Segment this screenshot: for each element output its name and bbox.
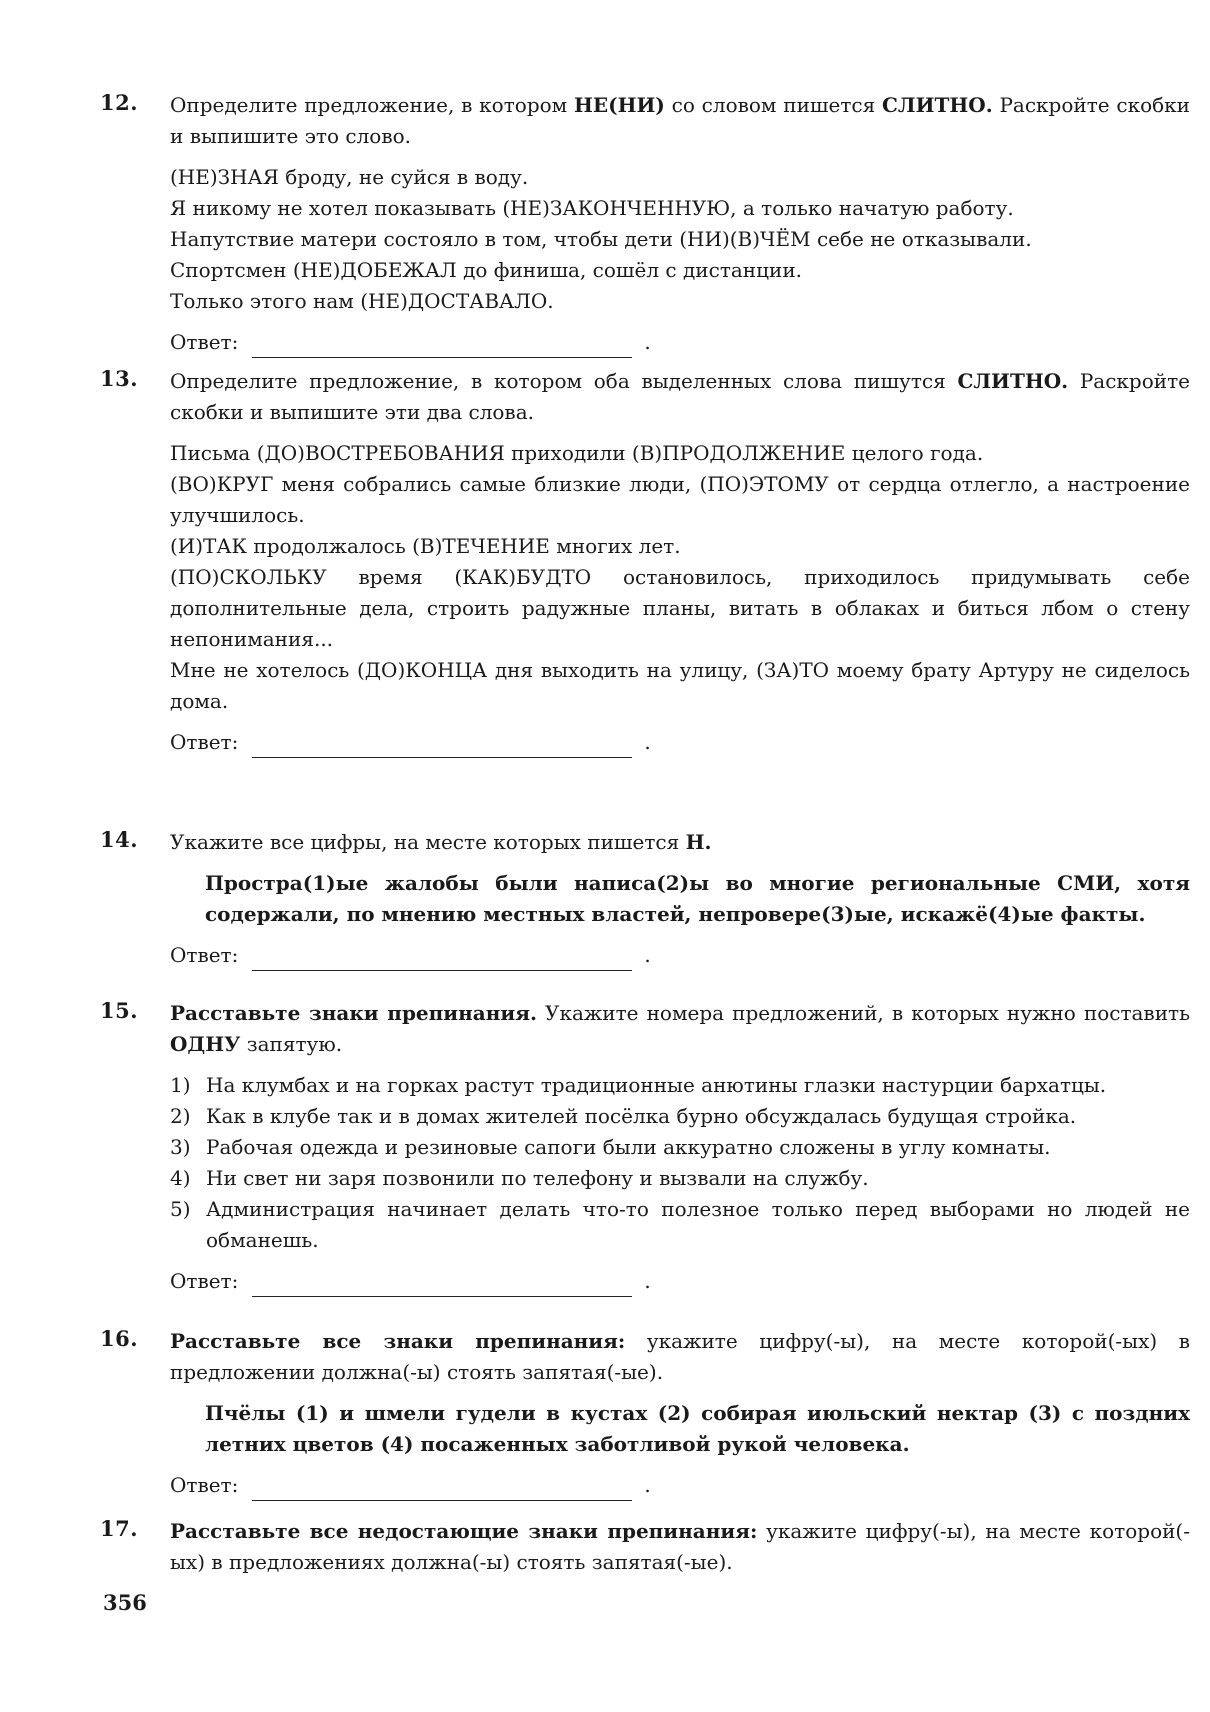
answer-label: Ответ: <box>170 330 239 354</box>
task-number: 16. <box>100 1326 139 1351</box>
option: 5) Администрация начинает делать что-то полезное только перед выборами но людей не обманешь. <box>170 1197 1190 1252</box>
task-question: Определите предложение, в котором оба выделенных слова пишутся СЛИТНО. Раскройте скобки и выпишите эти два слова. <box>170 369 1190 424</box>
task-17 <box>100 1516 1190 1578</box>
answer-field[interactable]: Ответ: . <box>170 327 1190 358</box>
task-question: Расставьте все знаки препинания: укажите цифру(-ы), на месте которой(-ых) в предложении должна(-ы) стоять запятая(-ые). <box>170 1329 1190 1384</box>
task-13 <box>100 366 1190 758</box>
task-14 <box>100 827 1190 971</box>
task-text: Пчёлы (1) и шмели гудели в кустах (2) собирая июльский нектар (3) с поздних летних цветов (4) посаженных заботливой рукой человека. <box>205 1401 1190 1456</box>
answer-line[interactable] <box>252 735 632 758</box>
sentence: Письма (ДО)ВОСТРЕБОВАНИЯ приходили (В)ПРОДОЛЖЕНИЕ целого года. <box>170 441 984 465</box>
answer-line[interactable] <box>252 948 632 971</box>
answer-label: Ответ: <box>170 1473 239 1497</box>
answer-field[interactable]: Ответ: . <box>170 727 1190 758</box>
task-15 <box>100 998 1190 1297</box>
task-question: Расставьте все недостающие знаки препинания: укажите цифру(-ы), на месте которой(-ых) в предложениях должна(-ы) стоять запятая(-ые). <box>170 1519 1190 1574</box>
task-question: Определите предложение, в котором НЕ(НИ) со словом пишется СЛИТНО. Раскройте скобки и выпишите это слово. <box>170 93 1190 148</box>
page-number: 356 <box>103 1590 147 1615</box>
task-12 <box>100 90 1190 358</box>
task-number: 13. <box>100 366 139 391</box>
answer-label: Ответ: <box>170 730 239 754</box>
sentence: Я никому не хотел показывать (НЕ)ЗАКОНЧЕННУЮ, а только начатую работу. <box>170 196 1014 220</box>
sentence: (НЕ)ЗНАЯ броду, не суйся в воду. <box>170 165 529 189</box>
sentence: Спортсмен (НЕ)ДОБЕЖАЛ до финиша, сошёл с дистанции. <box>170 258 803 282</box>
answer-label: Ответ: <box>170 943 239 967</box>
option: 3) Рабочая одежда и резиновые сапоги были аккуратно сложены в углу комнаты. <box>170 1135 1051 1159</box>
answer-field[interactable]: Ответ: . <box>170 1470 1190 1501</box>
task-question: Укажите все цифры, на месте которых пишется Н. <box>170 830 712 854</box>
sentence: (ПО)СКОЛЬКУ время (КАК)БУДТО остановилось, приходилось придумывать себе дополнительные дела, строить радужные планы, витать в облаках и биться лбом о стену непонимания... <box>170 565 1190 651</box>
answer-line[interactable] <box>252 1274 632 1297</box>
option: 2) Как в клубе так и в домах жителей посёлка бурно обсуждалась будущая стройка. <box>170 1104 1077 1128</box>
sentence: Напутствие матери состояло в том, чтобы дети (НИ)(В)ЧЁМ себе не отказывали. <box>170 227 1032 251</box>
task-text: Простра(1)ые жалобы были написа(2)ы во многие региональные СМИ, хотя содержали, по мнению местных властей, непровере(3)ые, искажё(4)ые факты. <box>205 871 1190 926</box>
sentence: Только этого нам (НЕ)ДОСТАВАЛО. <box>170 289 554 313</box>
task-number: 15. <box>100 998 139 1023</box>
task-number: 12. <box>100 90 139 115</box>
sentence: (И)ТАК продолжалось (В)ТЕЧЕНИЕ многих лет. <box>170 534 681 558</box>
sentence-list <box>170 162 1190 317</box>
task-16 <box>100 1326 1190 1501</box>
option: 1) На клумбах и на горках растут традиционные анютины глазки настурции бархатцы. <box>170 1073 1107 1097</box>
sentence-list <box>170 438 1190 717</box>
task-question: Расставьте знаки препинания. Укажите номера предложений, в которых нужно поставить ОДНУ запятую. <box>170 1001 1190 1056</box>
sentence: (ВО)КРУГ меня собрались самые близкие люди, (ПО)ЭТОМУ от сердца отлегло, а настроение улучшилось. <box>170 472 1190 527</box>
answer-field[interactable]: Ответ: . <box>170 1266 1190 1297</box>
option-list <box>170 1070 1190 1256</box>
answer-line[interactable] <box>252 335 632 358</box>
answer-line[interactable] <box>252 1478 632 1501</box>
answer-field[interactable]: Ответ: . <box>170 940 1190 971</box>
task-number: 17. <box>100 1516 139 1541</box>
sentence: Мне не хотелось (ДО)КОНЦА дня выходить на улицу, (ЗА)ТО моему брату Артуру не сиделось дома. <box>170 658 1190 713</box>
task-number: 14. <box>100 827 139 852</box>
answer-label: Ответ: <box>170 1269 239 1293</box>
option: 4) Ни свет ни заря позвонили по телефону и вызвали на службу. <box>170 1166 869 1190</box>
